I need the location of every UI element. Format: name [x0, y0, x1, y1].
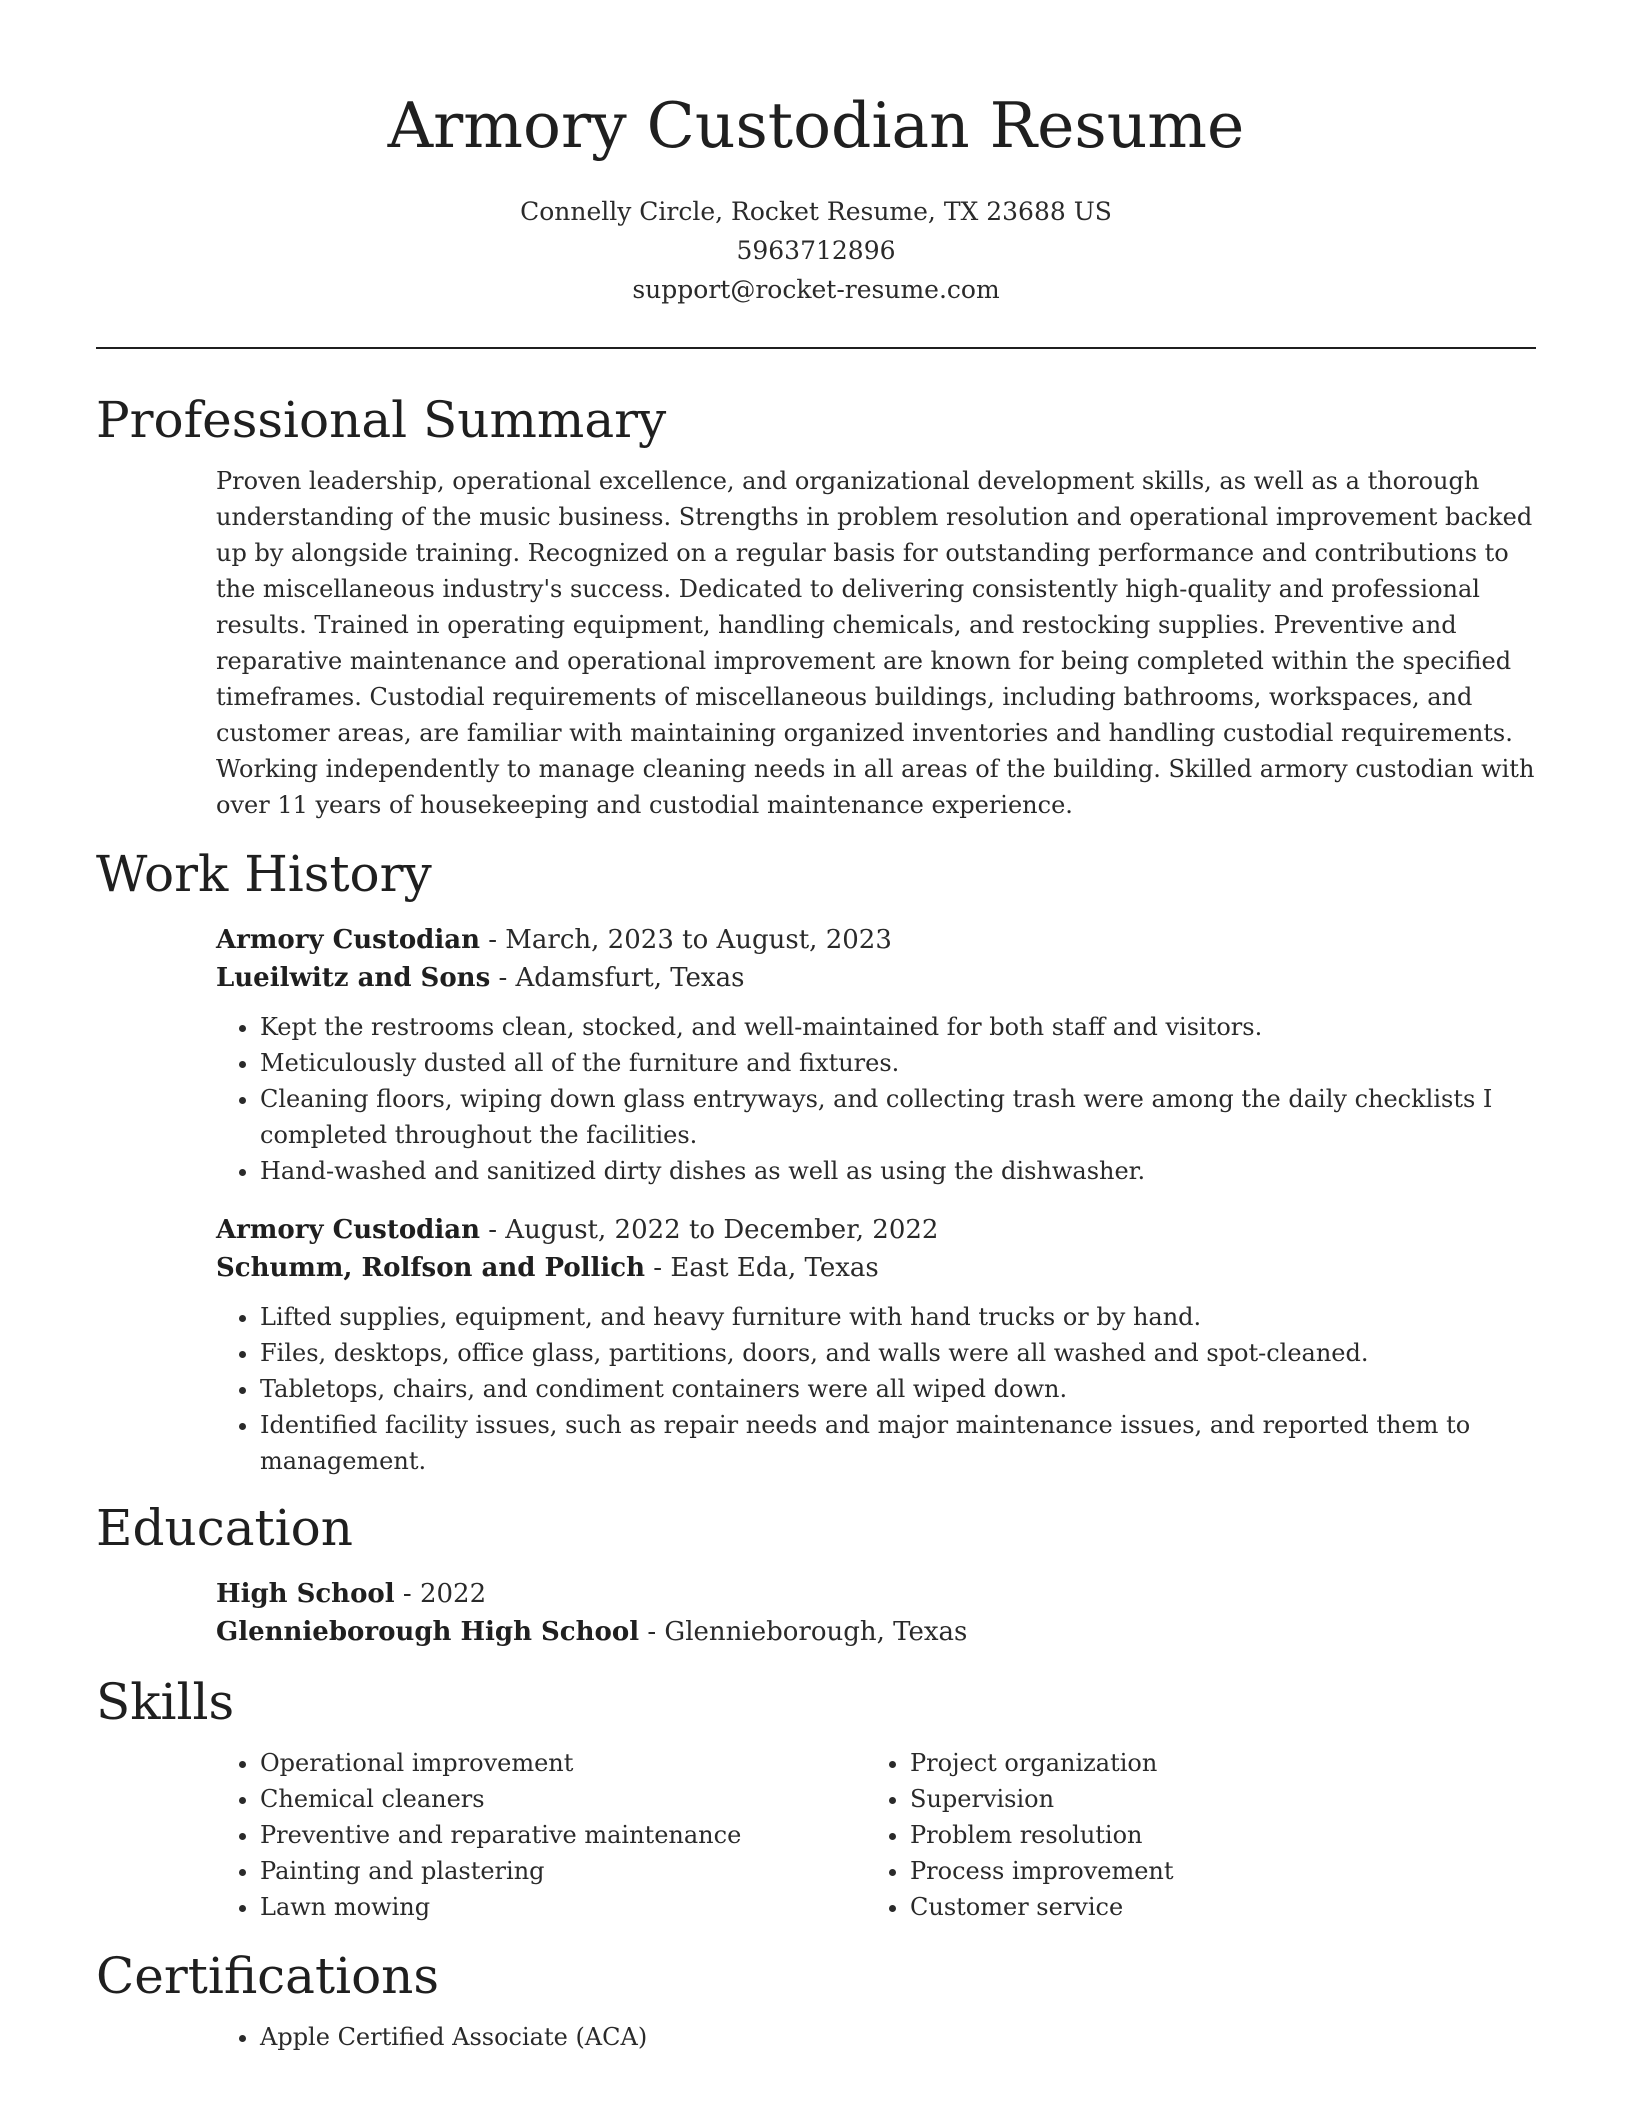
job-bullet: • Lifted supplies, equipment, and heavy furniture with hand trucks or by hand.: [260, 1299, 1536, 1335]
skill-item: • Operational improvement: [260, 1745, 866, 1781]
skill-item: • Supervision: [910, 1781, 1472, 1817]
address-text: Connelly Circle, Rocket Resume, TX 23688 US: [520, 197, 1112, 226]
job-company-line: [216, 959, 1536, 997]
job-title: Armory Custodian: [216, 925, 480, 955]
education-degree-line: [216, 1575, 1536, 1613]
education-degree: High School: [216, 1579, 395, 1609]
certifications-block: [216, 2019, 1536, 2055]
skills-list-right: [866, 1745, 1472, 1925]
skill-item: • Customer service: [910, 1889, 1472, 1925]
contact-block: [96, 192, 1536, 309]
education-year: - 2022: [394, 1579, 487, 1609]
job-dates: - March, 2023 to August, 2023: [479, 925, 892, 955]
job-bullet: • Cleaning floors, wiping down glass entryways, and collecting trash were among the daily checklists I completed throughout the facilities.: [260, 1081, 1536, 1153]
education-school-line: [216, 1613, 1536, 1651]
skills-heading: Skills: [96, 1673, 235, 1731]
resume-header: [96, 0, 1536, 349]
job-bullet: • Hand-washed and sanitized dirty dishes as well as using the dishwasher.: [260, 1153, 1536, 1189]
skill-item: • Problem resolution: [910, 1817, 1472, 1853]
skill-item: • Lawn mowing: [260, 1889, 866, 1925]
skill-item: • Preventive and reparative maintenance: [260, 1817, 866, 1853]
skill-item: • Project organization: [910, 1745, 1472, 1781]
job-bullet: • Meticulously dusted all of the furniture and fixtures.: [260, 1045, 1536, 1081]
job-company: Lueilwitz and Sons: [216, 963, 491, 993]
resume-page: [96, 0, 1536, 2112]
job-bullet: • Tabletops, chairs, and condiment containers were all wiped down.: [260, 1371, 1536, 1407]
job-bullet: • Kept the restrooms clean, stocked, and well-maintained for both staff and visitors.: [260, 1009, 1536, 1045]
job-bullet: • Files, desktops, office glass, partitions, doors, and walls were all washed and spot-cleaned.: [260, 1335, 1536, 1371]
job-title-line: [216, 1211, 1536, 1249]
job-bullets: [216, 1299, 1536, 1479]
work-history-heading: Work History: [96, 845, 432, 903]
summary-paragraph: Proven leadership, operational excellence, and organizational development skills, as well as a thorough understanding of the music business. Strengths in problem resolution and operational improvement backed up by alongside training. Recognized on a regular basis for outstanding performance and contributions to the miscellaneous industry's success. Dedicated to delivering consistently high-quality and professional results. Trained in operating equipment, handling chemicals, and restocking supplies. Preventive and reparative maintenance and operational improvement are known for being completed within the specified timeframes. Custodial requirements of miscellaneous buildings, including bathrooms, workspaces, and customer areas, are familiar with maintaining organized inventories and handling custodial requirements. Working independently to manage cleaning needs in all areas of the building. Skilled armory custodian with over 11 years of housekeeping and custodial maintenance experience.: [216, 467, 1535, 819]
phone-text: 5963712896: [736, 236, 896, 265]
skill-item: • Chemical cleaners: [260, 1781, 866, 1817]
job-location: - Adamsfurt, Texas: [490, 963, 745, 993]
job-company-line: [216, 1249, 1536, 1287]
job-bullet: • Identified facility issues, such as repair needs and major maintenance issues, and reported them to management.: [260, 1407, 1536, 1479]
job-entry: [216, 1211, 1536, 1479]
education-heading: Education: [96, 1499, 353, 1557]
certification-item: • Apple Certified Associate (ACA): [260, 2019, 1536, 2055]
skills-list-left: [216, 1745, 866, 1925]
header-divider: [96, 347, 1536, 349]
job-entry: [216, 921, 1536, 1189]
skills-grid: [216, 1745, 1536, 1925]
job-location: - East Eda, Texas: [645, 1253, 879, 1283]
job-bullets: [216, 1009, 1536, 1189]
job-company: Schumm, Rolfson and Pollich: [216, 1253, 646, 1283]
certifications-heading: Certifications: [96, 1947, 440, 2005]
email-text: support@rocket-resume.com: [632, 275, 1000, 304]
job-dates: - August, 2022 to December, 2022: [479, 1215, 939, 1245]
education-entry: [216, 1575, 1536, 1651]
summary-heading: Professional Summary: [96, 391, 667, 449]
skill-item: • Painting and plastering: [260, 1853, 866, 1889]
education-location: - Glennieborough, Texas: [639, 1617, 968, 1647]
job-title: Armory Custodian: [216, 1215, 480, 1245]
certifications-list: [216, 2019, 1536, 2055]
job-title-line: [216, 921, 1536, 959]
education-school: Glennieborough High School: [216, 1617, 640, 1647]
skill-item: • Process improvement: [910, 1853, 1472, 1889]
resume-title: Armory Custodian Resume: [387, 89, 1245, 162]
